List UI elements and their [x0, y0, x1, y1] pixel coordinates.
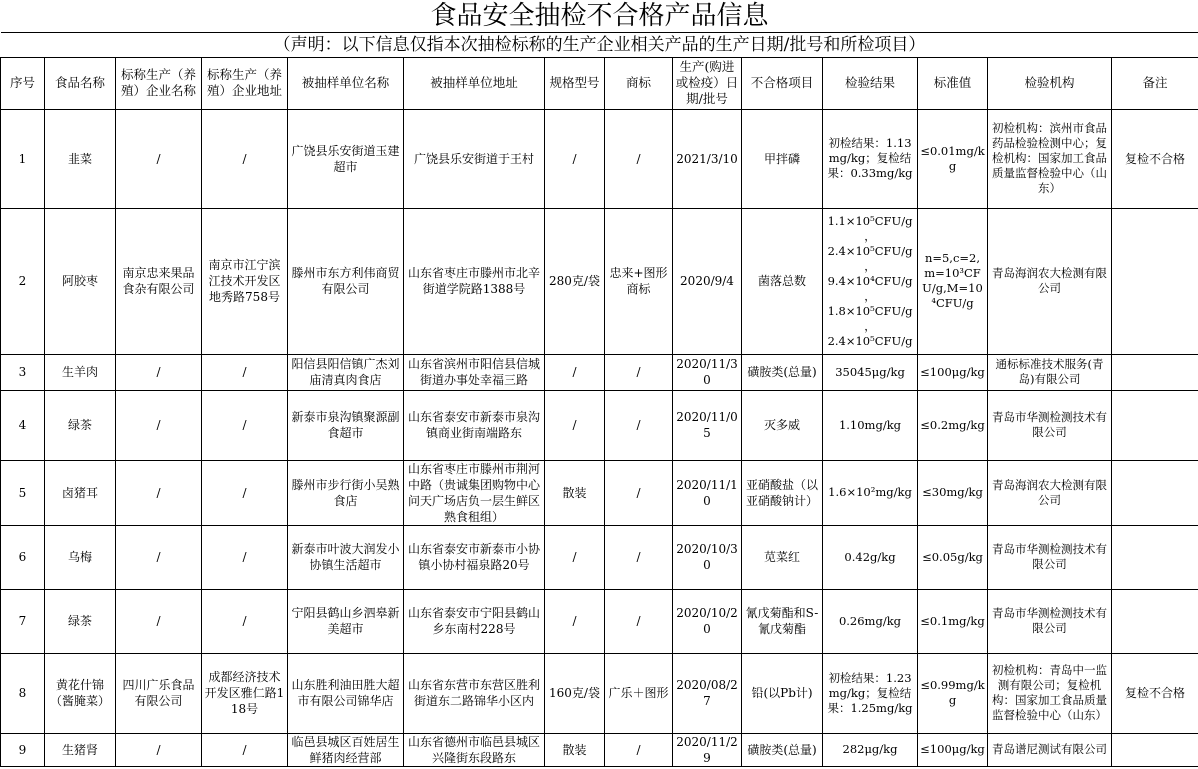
cell-sampled-unit: 宁阳县鹤山乡泗皋新美超市	[288, 589, 404, 653]
cell-food-name: 黄花什锦（酱腌菜）	[45, 653, 116, 733]
cell-sampled-unit: 滕州市步行街小吴熟食店	[288, 460, 404, 525]
cell-no: 5	[1, 460, 45, 525]
cell-sampled-unit: 滕州市东方利伟商贸有限公司	[288, 208, 404, 354]
cell-maker-name: /	[116, 354, 202, 390]
cell-brand: /	[605, 109, 673, 208]
cell-brand: /	[605, 460, 673, 525]
cell-maker-name: 四川广乐食品有限公司	[116, 653, 202, 733]
cell-sampled-unit: 阳信县阳信镇广杰刘庙清真肉食店	[288, 354, 404, 390]
cell-lab: 青岛市华测检测技术有限公司	[988, 390, 1112, 460]
cell-no: 3	[1, 354, 45, 390]
table-row	[1, 589, 1198, 653]
cell-result: 0.26mg/kg	[823, 589, 918, 653]
cell-food-name: 乌梅	[45, 525, 116, 589]
cell-spec: 散装	[545, 460, 605, 525]
cell-remark	[1112, 460, 1198, 525]
cell-date: 2020/11/05	[673, 390, 742, 460]
cell-spec: /	[545, 589, 605, 653]
cell-remark: 复检不合格	[1112, 653, 1198, 733]
cell-brand: /	[605, 354, 673, 390]
cell-food-name: 卤猪耳	[45, 460, 116, 525]
cell-sampled-unit: 山东胜利油田胜大超市有限公司锦华店	[288, 653, 404, 733]
cell-standard: ≤30mg/kg	[918, 460, 988, 525]
cell-spec: /	[545, 109, 605, 208]
cell-date: 2020/08/27	[673, 653, 742, 733]
cell-lab: 青岛海润农大检测有限公司	[988, 460, 1112, 525]
header-food-name: 食品名称	[45, 57, 116, 109]
cell-lab: 青岛谱尼测试有限公司	[988, 733, 1112, 766]
header-maker-name: 标称生产（养殖）企业名称	[116, 57, 202, 109]
cell-maker-address: 成都经济技术开发区雅仁路118号	[202, 653, 288, 733]
cell-maker-address: /	[202, 460, 288, 525]
cell-no: 7	[1, 589, 45, 653]
cell-lab: 初检机构：滨州市食品药品检验检测中心；复检机构：国家加工食品质量监督检验中心（山东）	[988, 109, 1112, 208]
cell-food-name: 阿胶枣	[45, 208, 116, 354]
cell-date: 2020/10/30	[673, 525, 742, 589]
cell-remark	[1112, 525, 1198, 589]
cell-sampled-address: 山东省德州市临邑县城区兴隆街东段路东	[404, 733, 545, 766]
cell-standard: ≤0.99mg/kg	[918, 653, 988, 733]
cell-spec: /	[545, 354, 605, 390]
cell-spec: 散装	[545, 733, 605, 766]
cell-date: 2020/9/4	[673, 208, 742, 354]
cell-spec: 160克/袋	[545, 653, 605, 733]
cell-date: 2021/3/10	[673, 109, 742, 208]
header-sampled-address: 被抽样单位地址	[404, 57, 545, 109]
cell-remark: 复检不合格	[1112, 109, 1198, 208]
page-title: 食品安全抽检不合格产品信息	[1, 0, 1198, 32]
cell-remark	[1112, 354, 1198, 390]
cell-maker-address: /	[202, 354, 288, 390]
statement-note: （声明：以下信息仅指本次抽检标称的生产企业相关产品的生产日期/批号和所检项目）	[1, 32, 1198, 57]
cell-sampled-address: 山东省东营市东营区胜利街道东二路锦华小区内	[404, 653, 545, 733]
cell-date: 2020/11/10	[673, 460, 742, 525]
cell-failed-item: 磺胺类(总量)	[742, 354, 823, 390]
cell-standard: n=5,c=2,m=10³CFU/g,M=10⁴CFU/g	[918, 208, 988, 354]
cell-sampled-unit: 新泰市泉沟镇聚源副食超市	[288, 390, 404, 460]
cell-brand: /	[605, 525, 673, 589]
cell-result: 1.6×10²mg/kg	[823, 460, 918, 525]
header-no: 序号	[1, 57, 45, 109]
cell-brand: /	[605, 390, 673, 460]
cell-result: 1.1×10⁵CFU/g ， 2.4×10⁵CFU/g ， 9.4×10⁴CFU/g ， 1.8×10⁵CFU/g ， 2.4×10⁵CFU/g	[823, 208, 918, 354]
cell-maker-name: /	[116, 733, 202, 766]
cell-spec: 280克/袋	[545, 208, 605, 354]
cell-no: 6	[1, 525, 45, 589]
cell-result: 0.42g/kg	[823, 525, 918, 589]
cell-remark	[1112, 390, 1198, 460]
cell-failed-item: 甲拌磷	[742, 109, 823, 208]
cell-food-name: 韭菜	[45, 109, 116, 208]
cell-sampled-address: 山东省枣庄市滕州市荆河中路（贵诚集团购物中心问天广场店负一层生鲜区熟食租组）	[404, 460, 545, 525]
header-brand: 商标	[605, 57, 673, 109]
cell-brand: /	[605, 589, 673, 653]
cell-maker-address: /	[202, 109, 288, 208]
cell-no: 8	[1, 653, 45, 733]
cell-result: 282μg/kg	[823, 733, 918, 766]
cell-food-name: 生猪肾	[45, 733, 116, 766]
cell-standard: ≤100μg/kg	[918, 354, 988, 390]
cell-standard: ≤100μg/kg	[918, 733, 988, 766]
cell-maker-name: 南京忠来果品食杂有限公司	[116, 208, 202, 354]
cell-sampled-address: 山东省泰安市新泰市小协镇小协村福泉路20号	[404, 525, 545, 589]
table-row	[1, 109, 1198, 208]
cell-failed-item: 亚硝酸盐（以亚硝酸钠计）	[742, 460, 823, 525]
cell-spec: /	[545, 525, 605, 589]
cell-date: 2020/11/30	[673, 354, 742, 390]
cell-maker-address: 南京市江宁滨江技术开发区地秀路758号	[202, 208, 288, 354]
cell-food-name: 绿茶	[45, 390, 116, 460]
cell-maker-address: /	[202, 589, 288, 653]
cell-failed-item: 苋菜红	[742, 525, 823, 589]
cell-maker-name: /	[116, 109, 202, 208]
cell-remark	[1112, 589, 1198, 653]
cell-result: 初检结果：1.13mg/kg；复检结果：0.33mg/kg	[823, 109, 918, 208]
header-failed-item: 不合格项目	[742, 57, 823, 109]
cell-brand: /	[605, 733, 673, 766]
cell-result: 35045μg/kg	[823, 354, 918, 390]
cell-remark	[1112, 733, 1198, 766]
cell-sampled-address: 广饶县乐安街道于王村	[404, 109, 545, 208]
cell-brand: 忠来+图形商标	[605, 208, 673, 354]
cell-food-name: 生羊肉	[45, 354, 116, 390]
header-remark: 备注	[1112, 57, 1198, 109]
table-row	[1, 208, 1198, 354]
header-sampled-unit: 被抽样单位名称	[288, 57, 404, 109]
cell-maker-address: /	[202, 390, 288, 460]
cell-date: 2020/11/29	[673, 733, 742, 766]
header-spec: 规格型号	[545, 57, 605, 109]
header-result: 检验结果	[823, 57, 918, 109]
cell-result: 1.10mg/kg	[823, 390, 918, 460]
header-date: 生产(购进或检疫）日期/批号	[673, 57, 742, 109]
table-row	[1, 460, 1198, 525]
cell-sampled-unit: 临邑县城区百姓居生鲜猪肉经营部	[288, 733, 404, 766]
cell-maker-name: /	[116, 525, 202, 589]
cell-maker-name: /	[116, 589, 202, 653]
header-standard: 标准值	[918, 57, 988, 109]
table-row	[1, 525, 1198, 589]
cell-lab: 通标标准技术服务(青岛)有限公司	[988, 354, 1112, 390]
cell-failed-item: 菌落总数	[742, 208, 823, 354]
cell-sampled-unit: 新泰市叶波大润发小协镇生活超市	[288, 525, 404, 589]
cell-no: 2	[1, 208, 45, 354]
header-lab: 检验机构	[988, 57, 1112, 109]
cell-standard: ≤0.1mg/kg	[918, 589, 988, 653]
cell-sampled-address: 山东省泰安市新泰市泉沟镇商业街南端路东	[404, 390, 545, 460]
cell-lab: 初检机构：青岛中一监测有限公司；复检机构：国家加工食品质量监督检验中心（山东）	[988, 653, 1112, 733]
cell-failed-item: 铅(以Pb计)	[742, 653, 823, 733]
cell-lab: 青岛海润农大检测有限公司	[988, 208, 1112, 354]
table-row	[1, 390, 1198, 460]
table-row	[1, 354, 1198, 390]
table-row	[1, 733, 1198, 766]
cell-brand: 广乐＋图形	[605, 653, 673, 733]
cell-maker-name: /	[116, 390, 202, 460]
cell-date: 2020/10/20	[673, 589, 742, 653]
cell-sampled-address: 山东省泰安市宁阳县鹤山乡东南村228号	[404, 589, 545, 653]
cell-maker-address: /	[202, 733, 288, 766]
cell-failed-item: 灭多威	[742, 390, 823, 460]
table-header-row	[1, 57, 1198, 109]
cell-lab: 青岛市华测检测技术有限公司	[988, 525, 1112, 589]
cell-failed-item: 磺胺类(总量)	[742, 733, 823, 766]
cell-no: 4	[1, 390, 45, 460]
cell-spec: /	[545, 390, 605, 460]
cell-failed-item: 氰戊菊酯和S-氰戊菊酯	[742, 589, 823, 653]
cell-standard: ≤0.2mg/kg	[918, 390, 988, 460]
cell-maker-address: /	[202, 525, 288, 589]
cell-standard: ≤0.01mg/kg	[918, 109, 988, 208]
cell-food-name: 绿茶	[45, 589, 116, 653]
cell-no: 1	[1, 109, 45, 208]
cell-standard: ≤0.05g/kg	[918, 525, 988, 589]
cell-remark	[1112, 208, 1198, 354]
table-row	[1, 653, 1198, 733]
cell-result: 初检结果：1.23mg/kg；复检结果：1.25mg/kg	[823, 653, 918, 733]
cell-maker-name: /	[116, 460, 202, 525]
cell-lab: 青岛市华测检测技术有限公司	[988, 589, 1112, 653]
cell-sampled-address: 山东省滨州市阳信县信城街道办事处幸福三路	[404, 354, 545, 390]
cell-no: 9	[1, 733, 45, 766]
header-maker-address: 标称生产（养殖）企业地址	[202, 57, 288, 109]
cell-sampled-address: 山东省枣庄市滕州市北辛街道学院路1388号	[404, 208, 545, 354]
cell-sampled-unit: 广饶县乐安街道玉建超市	[288, 109, 404, 208]
